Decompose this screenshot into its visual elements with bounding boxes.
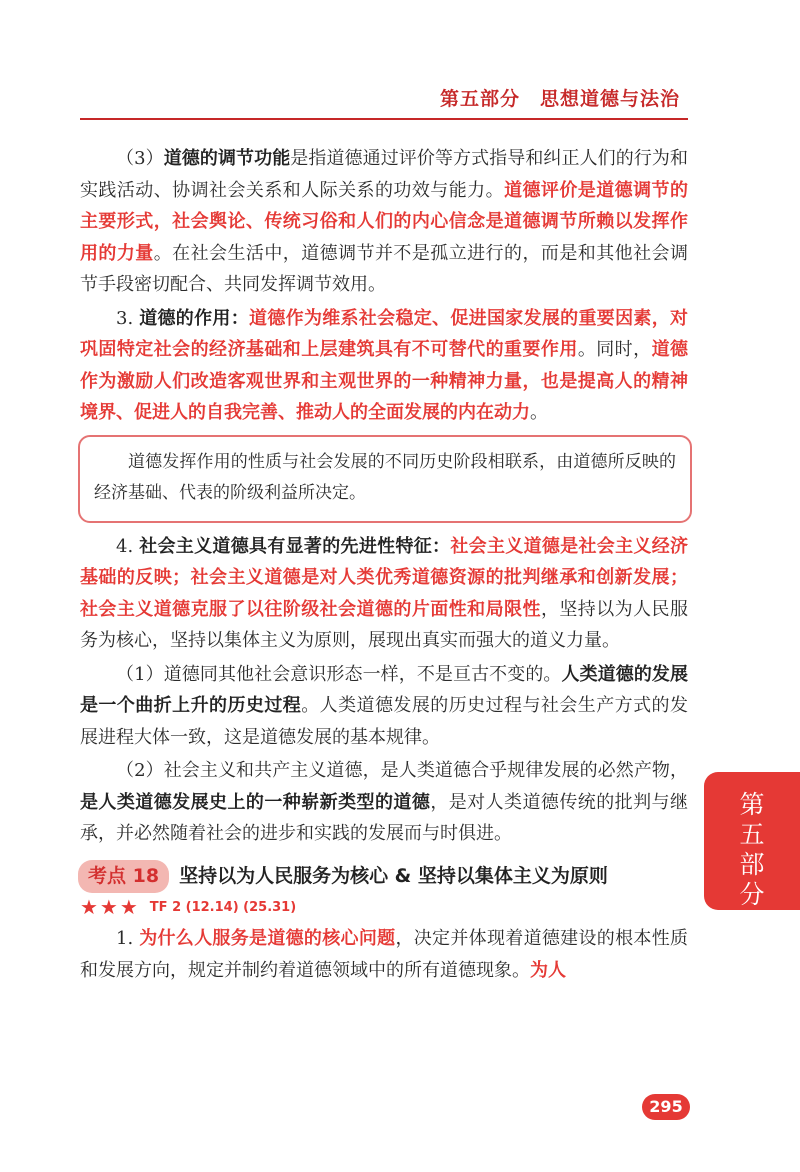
kaodian-heading [80, 860, 688, 894]
text-run: 社会主义道德具有显著的先进性特征： [139, 535, 451, 557]
paragraph-regulation-function [80, 143, 688, 301]
text-run: 是人类道德发展史上的一种崭新类型的道德 [80, 791, 431, 813]
header-rule [80, 118, 688, 120]
text-run: 。 [530, 402, 548, 423]
text-run: （2）社会主义和共产主义道德，是人类道德合乎规律发展的必然产物， [116, 760, 688, 781]
running-header: 第五部分 思想道德与法治 [439, 88, 680, 110]
tf-frequency: TF 2 (12.14) (25.31) [149, 900, 297, 916]
text-run: ，决定并体现着道德建设的根本性质和发展方向，规定并制约着道德领域中的所有道德现象。 [80, 928, 688, 981]
kaodian-meta [80, 893, 688, 923]
side-tab-char: 五 [739, 820, 765, 849]
side-tab-char: 分 [739, 880, 765, 909]
text-run: 4. [116, 535, 140, 557]
kaodian-badge: 考点 18 [78, 860, 169, 894]
page-number: 295 [642, 1094, 690, 1120]
paragraph-communist-morality [80, 755, 688, 850]
text-run: 道德作为维系社会稳定、促进国家发展的重要因素，对巩固特定社会的经济基础和上层建筑具有不可替代的重要作用 [80, 307, 689, 360]
paragraph-socialist-morality [80, 531, 688, 657]
paragraph-moral-role [80, 303, 688, 429]
note-text [94, 447, 676, 509]
text-run: 。在社会生活中，道德调节并不是孤立进行的，而是和其他社会调节手段密切配合、共同发挥调节效用。 [80, 242, 688, 295]
text-run: 道德评价是道德调节的主要形式，社会舆论、传统习俗和人们的内心信念是道德调节所赖以发挥作用的力量 [80, 179, 688, 264]
side-tab-char: 部 [739, 850, 765, 879]
text-run: 人类道德的发展是一个曲折上升的历史过程 [80, 663, 689, 716]
text-run: 道德发挥作用的性质与社会发展的不同历史阶段相联系，由道德所反映的经济基础、代表的阶级利益所决定。 [94, 451, 676, 503]
text-run: 。人类道德发展的历史过程与社会生产方式的发展进程大体一致，这是道德发展的基本规律。 [80, 695, 688, 748]
note-box [78, 435, 692, 523]
text-run: （1）道德同其他社会意识形态一样，不是亘古不变的。 [116, 663, 562, 685]
text-run: 。同时， [577, 339, 652, 360]
paragraph-moral-development [80, 659, 688, 754]
text-run: 1. [116, 928, 140, 949]
kaodian-title: 坚持以为人民服务为核心 & 坚持以集体主义为原则 [179, 864, 608, 887]
star-rating-icon: ★★★ [80, 895, 140, 920]
text-run: 为人 [530, 959, 566, 981]
text-run: ，是对人类道德传统的批判与继承，并必然随着社会的进步和实践的发展而与时俱进。 [80, 791, 688, 844]
text-run: 道德的作用： [139, 307, 250, 329]
text-run: 3. [116, 307, 140, 329]
text-run: ，坚持以为人民服务为核心，坚持以集体主义为原则，展现出真实而强大的道义力量。 [80, 598, 688, 651]
text-run: 道德作为激励人们改造客观世界和主观世界的一种精神力量，也是提高人的精神境界、促进人的自我完善、推动人的全面发展的内在动力 [80, 339, 688, 423]
text-run: 社会主义道德是社会主义经济基础的反映；社会主义道德是对人类优秀道德资源的批判继承和创新发展；社会主义道德克服了以往阶级社会道德的片面性和局限性 [80, 535, 688, 620]
section-side-tab [704, 772, 800, 910]
side-tab-char: 第 [739, 790, 765, 819]
page-content [80, 143, 688, 986]
text-run: 道德的调节功能 [163, 148, 291, 169]
text-run: 为什么人服务是道德的核心问题 [139, 928, 396, 949]
text-run: 是指道德通过评价等方式指导和纠正人们的行为和实践活动、协调社会关系和人际关系的功效与能力。 [80, 148, 689, 201]
text-run: （3） [116, 148, 164, 169]
paragraph-serve-people [80, 923, 688, 986]
